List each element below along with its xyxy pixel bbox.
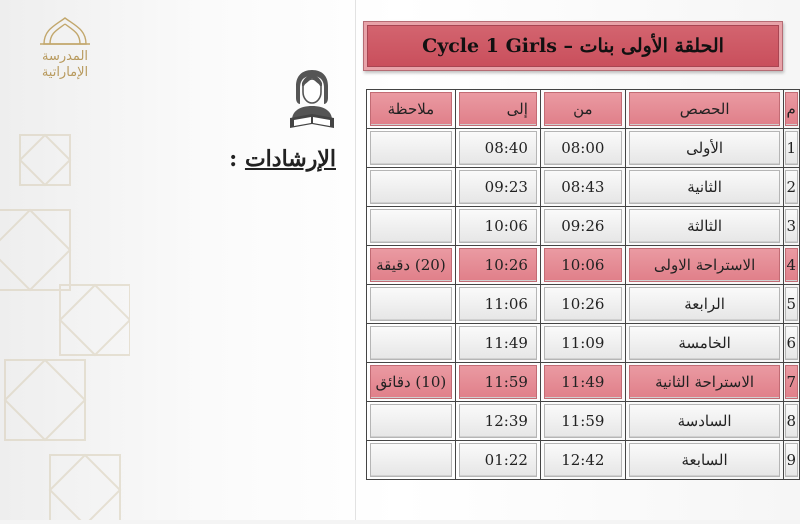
- row-note: [370, 443, 452, 477]
- row-num: 6: [785, 326, 798, 360]
- row-note: [370, 404, 452, 438]
- table-row: [367, 324, 800, 363]
- row-from: 11:09: [544, 326, 622, 360]
- row-period: السابعة: [629, 443, 781, 477]
- table-row-break: [367, 363, 800, 402]
- row-from: 12:42: [544, 443, 622, 477]
- table-header-row: [367, 90, 800, 129]
- row-num: 8: [785, 404, 798, 438]
- row-to: 10:26: [459, 248, 537, 282]
- row-to: 11:49: [459, 326, 537, 360]
- row-period: الاستراحة الاولى: [629, 248, 781, 282]
- table-row: [367, 441, 800, 480]
- row-period: الاستراحة الثانية: [629, 365, 781, 399]
- row-from: 10:06: [544, 248, 622, 282]
- schedule-table: [366, 89, 800, 480]
- row-note: [370, 209, 452, 243]
- woman-reading-icon: [284, 66, 340, 132]
- school-logo: [28, 14, 102, 90]
- header-to: إلى: [459, 92, 537, 126]
- row-note: [370, 287, 452, 321]
- row-num: 4: [785, 248, 798, 282]
- row-note: [370, 131, 452, 165]
- row-period: الثالثة: [629, 209, 781, 243]
- row-period: الخامسة: [629, 326, 781, 360]
- table-row-break: [367, 246, 800, 285]
- decorative-pattern: [0, 120, 130, 520]
- header-num: م: [785, 92, 798, 126]
- row-from: 08:00: [544, 131, 622, 165]
- row-to: 11:59: [459, 365, 537, 399]
- row-period: الأولى: [629, 131, 781, 165]
- table-row: [367, 285, 800, 324]
- table-row: [367, 207, 800, 246]
- row-note: (10) دقائق: [370, 365, 452, 399]
- row-num: 1: [785, 131, 798, 165]
- row-note: (20) دقيقة: [370, 248, 452, 282]
- row-period: الرابعة: [629, 287, 781, 321]
- row-to: 11:06: [459, 287, 537, 321]
- row-num: 5: [785, 287, 798, 321]
- header-note: ملاحظة: [370, 92, 452, 126]
- table-row: [367, 168, 800, 207]
- row-to: 09:23: [459, 170, 537, 204]
- row-from: 08:43: [544, 170, 622, 204]
- row-to: 01:22: [459, 443, 537, 477]
- row-num: 7: [785, 365, 798, 399]
- title-banner: [363, 21, 783, 71]
- row-from: 11:49: [544, 365, 622, 399]
- column-divider: [355, 0, 356, 520]
- row-num: 9: [785, 443, 798, 477]
- row-num: 3: [785, 209, 798, 243]
- row-to: 08:40: [459, 131, 537, 165]
- table-row: [367, 402, 800, 441]
- logo-line1: المدرسة: [41, 49, 89, 64]
- page-title: الحلقة الأولى بنات – Cycle 1 Girls: [422, 35, 724, 57]
- row-from: 11:59: [544, 404, 622, 438]
- header-period: الحصص: [629, 92, 781, 126]
- table-row: [367, 129, 800, 168]
- row-from: 09:26: [544, 209, 622, 243]
- row-note: [370, 170, 452, 204]
- row-to: 12:39: [459, 404, 537, 438]
- header-from: من: [544, 92, 622, 126]
- row-num: 2: [785, 170, 798, 204]
- row-period: السادسة: [629, 404, 781, 438]
- row-period: الثانية: [629, 170, 781, 204]
- row-note: [370, 326, 452, 360]
- logo-line2: الإماراتية: [41, 65, 89, 80]
- instructions-heading: الإرشادات :: [229, 146, 336, 172]
- row-from: 10:26: [544, 287, 622, 321]
- row-to: 10:06: [459, 209, 537, 243]
